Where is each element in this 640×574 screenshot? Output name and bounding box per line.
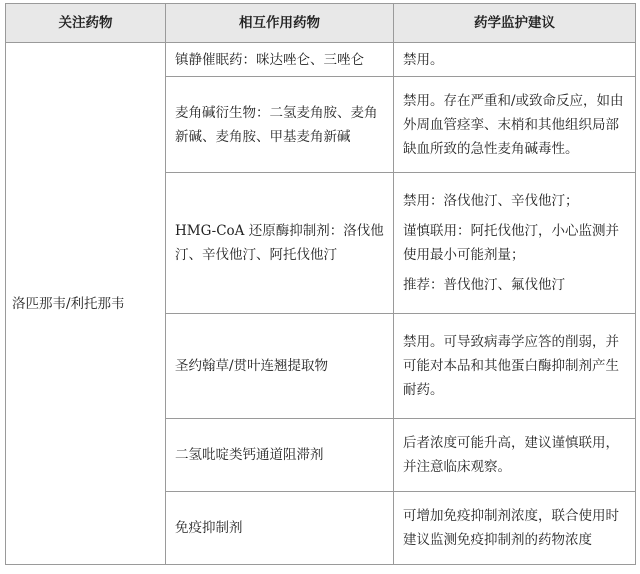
interacting-drug-text: 麦角碱衍生物：二氢麦角胺、麦角新碱、麦角胺、甲基麦角新碱	[175, 104, 378, 145]
table-row	[6, 43, 636, 77]
interacting-drug-text: 二氢吡啶类钙通道阻滞剂	[175, 447, 324, 463]
header-interacting-drug: 相互作用药物	[166, 4, 394, 43]
advice-cell	[394, 173, 636, 314]
interacting-drug-text: 圣约翰草/贯叶连翘提取物	[175, 358, 329, 374]
advice-text: 可增加免疫抑制剂浓度，联合使用时建议监测免疫抑制剂的药物浓度	[403, 508, 619, 548]
advice-line-contraindicated: 禁用：洛伐他汀、辛伐他汀；	[403, 193, 579, 209]
table-header-row	[6, 4, 636, 43]
advice-line-recommended: 推荐：普伐他汀、氟伐他汀	[403, 277, 565, 293]
interacting-drug-cell	[166, 419, 394, 492]
header-focus-drug: 关注药物	[6, 4, 166, 43]
interacting-drug-text: HMG-CoA 还原酶抑制剂：洛伐他汀、辛伐他汀、阿托伐他汀	[175, 223, 384, 263]
advice-text: 禁用。	[403, 51, 444, 68]
advice-list	[403, 189, 626, 297]
interacting-drug-text: 免疫抑制剂	[175, 520, 243, 536]
advice-cell	[394, 77, 636, 173]
drug-interaction-table	[5, 3, 636, 565]
interacting-drug-text: 镇静催眠药：咪达唑仑、三唑仑	[175, 51, 364, 68]
advice-cell	[394, 419, 636, 492]
focus-drug-cell	[6, 43, 166, 565]
interacting-drug-cell	[166, 173, 394, 314]
interacting-drug-cell	[166, 492, 394, 565]
advice-text: 后者浓度可能升高，建议谨慎联用，并注意临床观察。	[403, 435, 619, 475]
header-pharmacy-advice: 药学监护建议	[394, 4, 636, 43]
advice-cell	[394, 314, 636, 419]
focus-drug-name: 洛匹那韦/利托那韦	[12, 295, 125, 312]
advice-text: 禁用。存在严重和/或致命反应，如由外周血管痉挛、末梢和其他组织局部缺血所致的急性麦角碱毒性。	[403, 92, 624, 157]
interacting-drug-cell	[166, 77, 394, 173]
advice-line-caution: 谨慎联用：阿托伐他汀，小心监测并使用最小可能剂量；	[403, 223, 619, 263]
advice-text: 禁用。可导致病毒学应答的削弱，并可能对本品和其他蛋白酶抑制剂产生耐药。	[403, 334, 619, 398]
advice-cell	[394, 43, 636, 77]
advice-cell	[394, 492, 636, 565]
interacting-drug-cell	[166, 314, 394, 419]
interacting-drug-cell	[166, 43, 394, 77]
